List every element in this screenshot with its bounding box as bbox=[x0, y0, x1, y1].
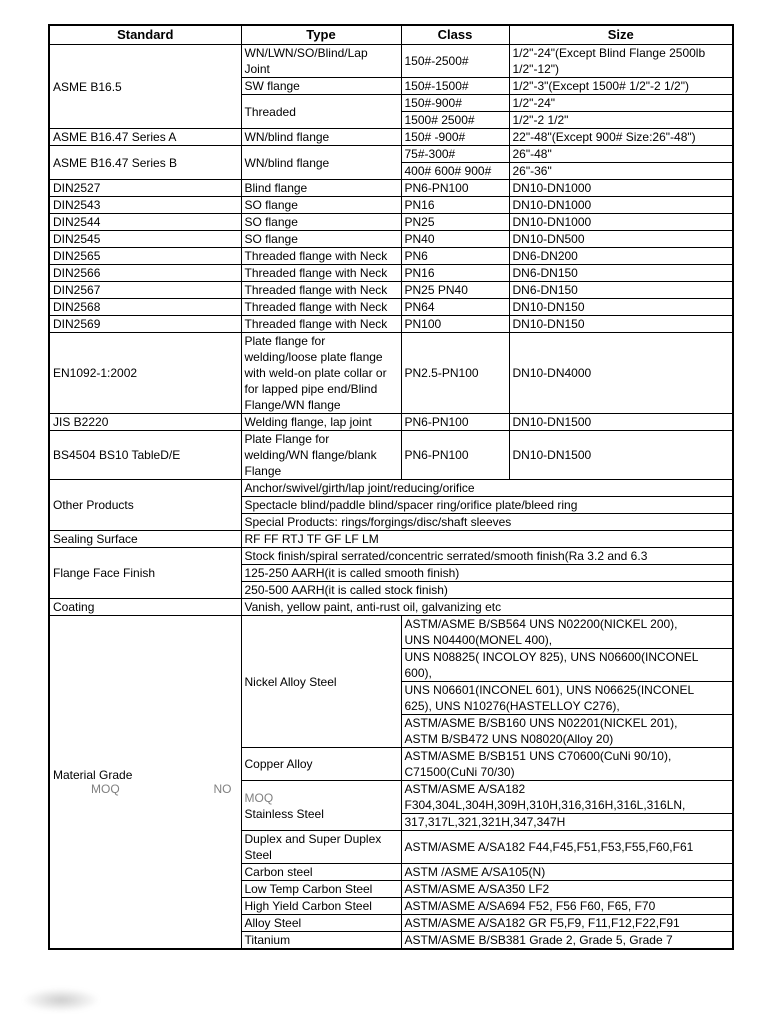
table-cell: ASTM /ASME A/SA105(N) bbox=[401, 864, 733, 881]
table-cell: 400# 600# 900# bbox=[401, 163, 509, 180]
table-cell: DN10-DN150 bbox=[509, 299, 733, 316]
table-row bbox=[49, 45, 733, 78]
table-cell: Alloy Steel bbox=[241, 915, 401, 932]
cell-line: 1/2"-24"(Except Blind Flange 2500lb bbox=[512, 46, 706, 60]
moq-row bbox=[53, 783, 238, 796]
table-cell: DIN2566 bbox=[49, 265, 241, 282]
table-cell: Anchor/swivel/girth/lap joint/reducing/orifice bbox=[241, 480, 733, 497]
table-cell: PN64 bbox=[401, 299, 509, 316]
table-cell: 150#-900# bbox=[401, 95, 509, 112]
table-cell bbox=[509, 45, 733, 78]
table-cell: Special Products: rings/forgings/disc/shaft sleeves bbox=[241, 514, 733, 531]
cell-line: Plate flange for bbox=[244, 334, 326, 348]
table-cell bbox=[401, 616, 733, 649]
table-cell: DIN2543 bbox=[49, 197, 241, 214]
table-cell: DN10-DN1000 bbox=[509, 180, 733, 197]
table-row bbox=[49, 616, 733, 649]
table-cell: DIN2527 bbox=[49, 180, 241, 197]
table-cell: DIN2565 bbox=[49, 248, 241, 265]
cell-line: Duplex and Super Duplex bbox=[244, 832, 382, 846]
cell-line: for lapped pipe end/Blind bbox=[244, 382, 378, 396]
table-cell: DN10-DN1000 bbox=[509, 214, 733, 231]
table-cell: EN1092-1:2002 bbox=[49, 333, 241, 414]
table-cell: 150# -900# bbox=[401, 129, 509, 146]
cell-line: welding/loose plate flange bbox=[244, 350, 383, 364]
spec-table bbox=[48, 24, 734, 950]
cell-line: UNS N06601(INCONEL 601), UNS N06625(INCONEL bbox=[404, 683, 695, 697]
table-cell: PN6 bbox=[401, 248, 509, 265]
table-cell: Vanish, yellow paint, anti-rust oil, galvanizing etc bbox=[241, 599, 733, 616]
table-cell: ASME B16.47 Series B bbox=[49, 146, 241, 180]
table-cell: DIN2544 bbox=[49, 214, 241, 231]
table-cell: DN6-DN150 bbox=[509, 265, 733, 282]
table-cell: Threaded flange with Neck bbox=[241, 265, 401, 282]
table-cell: Copper Alloy bbox=[241, 748, 401, 781]
table-cell bbox=[401, 682, 733, 715]
column-header-size: Size bbox=[509, 25, 733, 45]
table-cell: SO flange bbox=[241, 214, 401, 231]
cell-line: Joint bbox=[244, 62, 270, 76]
cell-line: ASTM/ASME B/SB151 UNS C70600(CuNi 90/10), bbox=[404, 749, 672, 763]
table-cell: DN10-DN150 bbox=[509, 316, 733, 333]
table-cell: 125-250 AARH(it is called smooth finish) bbox=[241, 565, 733, 582]
table-cell: 150#-2500# bbox=[401, 45, 509, 78]
table-row bbox=[49, 214, 733, 231]
table-cell: PN2.5-PN100 bbox=[401, 333, 509, 414]
table-cell: PN16 bbox=[401, 197, 509, 214]
table-cell: 22"-48"(Except 900# Size:26"-48") bbox=[509, 129, 733, 146]
table-cell: PN25 PN40 bbox=[401, 282, 509, 299]
table-cell: DN6-DN150 bbox=[509, 282, 733, 299]
cell-line: F304,304L,304H,309H,310H,316,316H,316L,316LN, bbox=[404, 798, 686, 812]
cell-line: WN/LWN/SO/Blind/Lap bbox=[244, 46, 368, 60]
table-cell: Titanium bbox=[241, 932, 401, 950]
table-cell: DN10-DN4000 bbox=[509, 333, 733, 414]
table-row bbox=[49, 531, 733, 548]
table-cell: Welding flange, lap joint bbox=[241, 414, 401, 431]
table-cell: Threaded flange with Neck bbox=[241, 316, 401, 333]
table-cell: DN10-DN500 bbox=[509, 231, 733, 248]
table-cell: SW flange bbox=[241, 78, 401, 95]
cell-line: with weld-on plate collar or bbox=[244, 366, 387, 380]
table-cell: PN25 bbox=[401, 214, 509, 231]
table-row bbox=[49, 299, 733, 316]
table-cell bbox=[241, 831, 401, 864]
table-row bbox=[49, 146, 733, 163]
cell-text: Stainless Steel bbox=[244, 806, 324, 821]
table-cell: PN6-PN100 bbox=[401, 180, 509, 197]
table-cell: PN16 bbox=[401, 265, 509, 282]
table-cell bbox=[401, 715, 733, 748]
cell-line: ASTM/ASME B/SB564 UNS N02200(NICKEL 200), bbox=[404, 617, 678, 631]
table-cell: 1/2"-2 1/2" bbox=[509, 112, 733, 129]
cell-line: 625), UNS N10276(HASTELLOY C276), bbox=[404, 699, 620, 713]
cell-line: Flange/WN flange bbox=[244, 398, 341, 412]
material-grade-cell bbox=[49, 616, 241, 950]
table-cell: ASTM/ASME A/SA694 F52, F56 F60, F65, F70 bbox=[401, 898, 733, 915]
table-cell bbox=[401, 781, 733, 814]
table-cell bbox=[241, 431, 401, 480]
table-cell: Coating bbox=[49, 599, 241, 616]
table-cell: 150#-1500# bbox=[401, 78, 509, 95]
table-cell: Threaded flange with Neck bbox=[241, 248, 401, 265]
table-cell: Threaded flange with Neck bbox=[241, 299, 401, 316]
cell-line: welding/WN flange/blank bbox=[244, 448, 377, 462]
header-row bbox=[49, 25, 733, 45]
table-row bbox=[49, 548, 733, 565]
table-cell: ASME B16.47 Series A bbox=[49, 129, 241, 146]
table-cell: High Yield Carbon Steel bbox=[241, 898, 401, 915]
table-cell: SO flange bbox=[241, 231, 401, 248]
table-cell: Other Products bbox=[49, 480, 241, 531]
table-row bbox=[49, 480, 733, 497]
table-cell: 250-500 AARH(it is called stock finish) bbox=[241, 582, 733, 599]
table-row bbox=[49, 282, 733, 299]
cell-line: UNS N08825( INCOLOY 825), UNS N06600(INCONEL bbox=[404, 650, 699, 664]
table-cell: ASTM/ASME A/SA350 LF2 bbox=[401, 881, 733, 898]
table-cell: PN40 bbox=[401, 231, 509, 248]
table-cell bbox=[241, 45, 401, 78]
table-row bbox=[49, 316, 733, 333]
table-cell: 75#-300# bbox=[401, 146, 509, 163]
table-cell: DIN2567 bbox=[49, 282, 241, 299]
moq-value: NO bbox=[213, 782, 232, 796]
table-row bbox=[49, 248, 733, 265]
cell-line: C71500(CuNi 70/30) bbox=[404, 765, 515, 779]
table-cell: PN100 bbox=[401, 316, 509, 333]
cell-line: Flange bbox=[244, 464, 282, 478]
table-cell bbox=[401, 649, 733, 682]
table-cell: Spectacle blind/paddle blind/spacer ring/orifice plate/bleed ring bbox=[241, 497, 733, 514]
column-header-standard: Standard bbox=[49, 25, 241, 45]
table-cell: Stock finish/spiral serrated/concentric serrated/smooth finish(Ra 3.2 and 6.3 bbox=[241, 548, 733, 565]
table-cell: DN10-DN1500 bbox=[509, 431, 733, 480]
table-cell: 26"-36" bbox=[509, 163, 733, 180]
table-cell: Blind flange bbox=[241, 180, 401, 197]
table-cell: Low Temp Carbon Steel bbox=[241, 881, 401, 898]
material-grade-label: Material Grade bbox=[53, 768, 133, 782]
stainless-steel-cell bbox=[241, 781, 401, 831]
table-cell: 26"-48" bbox=[509, 146, 733, 163]
cell-line: Steel bbox=[244, 848, 272, 862]
cell-line: 1/2"-12") bbox=[512, 62, 560, 76]
moq-overlay: MOQ bbox=[244, 790, 274, 805]
table-cell: PN6-PN100 bbox=[401, 431, 509, 480]
table-row bbox=[49, 414, 733, 431]
table-row bbox=[49, 231, 733, 248]
table-row bbox=[49, 599, 733, 616]
table-cell bbox=[401, 748, 733, 781]
table-row bbox=[49, 265, 733, 282]
table-cell: ASTM/ASME A/SA182 GR F5,F9, F11,F12,F22,F91 bbox=[401, 915, 733, 932]
table-cell: DIN2568 bbox=[49, 299, 241, 316]
table-cell: ASTM/ASME A/SA182 F44,F45,F51,F53,F55,F60,F61 bbox=[401, 831, 733, 864]
table-cell: DIN2545 bbox=[49, 231, 241, 248]
table-cell: 317,317L,321,321H,347,347H bbox=[401, 814, 733, 831]
table-cell: DN10-DN1500 bbox=[509, 414, 733, 431]
table-cell: 1/2"-24" bbox=[509, 95, 733, 112]
moq-label: MOQ bbox=[91, 782, 120, 796]
cell-line: UNS N04400(MONEL 400), bbox=[404, 633, 553, 647]
table-row bbox=[49, 333, 733, 414]
table-row bbox=[49, 431, 733, 480]
table-cell: DN10-DN1000 bbox=[509, 197, 733, 214]
table-cell: DN6-DN200 bbox=[509, 248, 733, 265]
table-cell: Sealing Surface bbox=[49, 531, 241, 548]
table-body bbox=[49, 45, 733, 950]
cell-line: ASTM B/SB472 UNS N08020(Alloy 20) bbox=[404, 732, 614, 746]
table-cell: WN/blind flange bbox=[241, 146, 401, 180]
table-cell: Threaded flange with Neck bbox=[241, 282, 401, 299]
table-cell: Nickel Alloy Steel bbox=[241, 616, 401, 748]
table-header bbox=[49, 25, 733, 45]
table-cell: SO flange bbox=[241, 197, 401, 214]
table-cell bbox=[241, 333, 401, 414]
table-cell: WN/blind flange bbox=[241, 129, 401, 146]
table-row bbox=[49, 197, 733, 214]
table-cell: ASTM/ASME B/SB381 Grade 2, Grade 5, Grade 7 bbox=[401, 932, 733, 950]
column-header-class: Class bbox=[401, 25, 509, 45]
table-cell: BS4504 BS10 TableD/E bbox=[49, 431, 241, 480]
table-cell: RF FF RTJ TF GF LF LM bbox=[241, 531, 733, 548]
table-cell: Threaded bbox=[241, 95, 401, 129]
table-cell: PN6-PN100 bbox=[401, 414, 509, 431]
cell-line: ASTM/ASME A/SA182 bbox=[404, 782, 526, 796]
column-header-type: Type bbox=[241, 25, 401, 45]
table-row bbox=[49, 129, 733, 146]
table-cell: DIN2569 bbox=[49, 316, 241, 333]
table-cell: 1500# 2500# bbox=[401, 112, 509, 129]
cell-line: Plate Flange for bbox=[244, 432, 330, 446]
table-cell: JIS B2220 bbox=[49, 414, 241, 431]
cell-line: ASTM/ASME B/SB160 UNS N02201(NICKEL 201), bbox=[404, 716, 678, 730]
cell-line: 600), bbox=[404, 666, 432, 680]
watermark-smudge bbox=[22, 988, 100, 1012]
table-cell: 1/2"-3"(Except 1500# 1/2"-2 1/2") bbox=[509, 78, 733, 95]
table-cell: Carbon steel bbox=[241, 864, 401, 881]
table-cell: ASME B16.5 bbox=[49, 45, 241, 129]
table-cell: Flange Face Finish bbox=[49, 548, 241, 599]
table-row bbox=[49, 180, 733, 197]
